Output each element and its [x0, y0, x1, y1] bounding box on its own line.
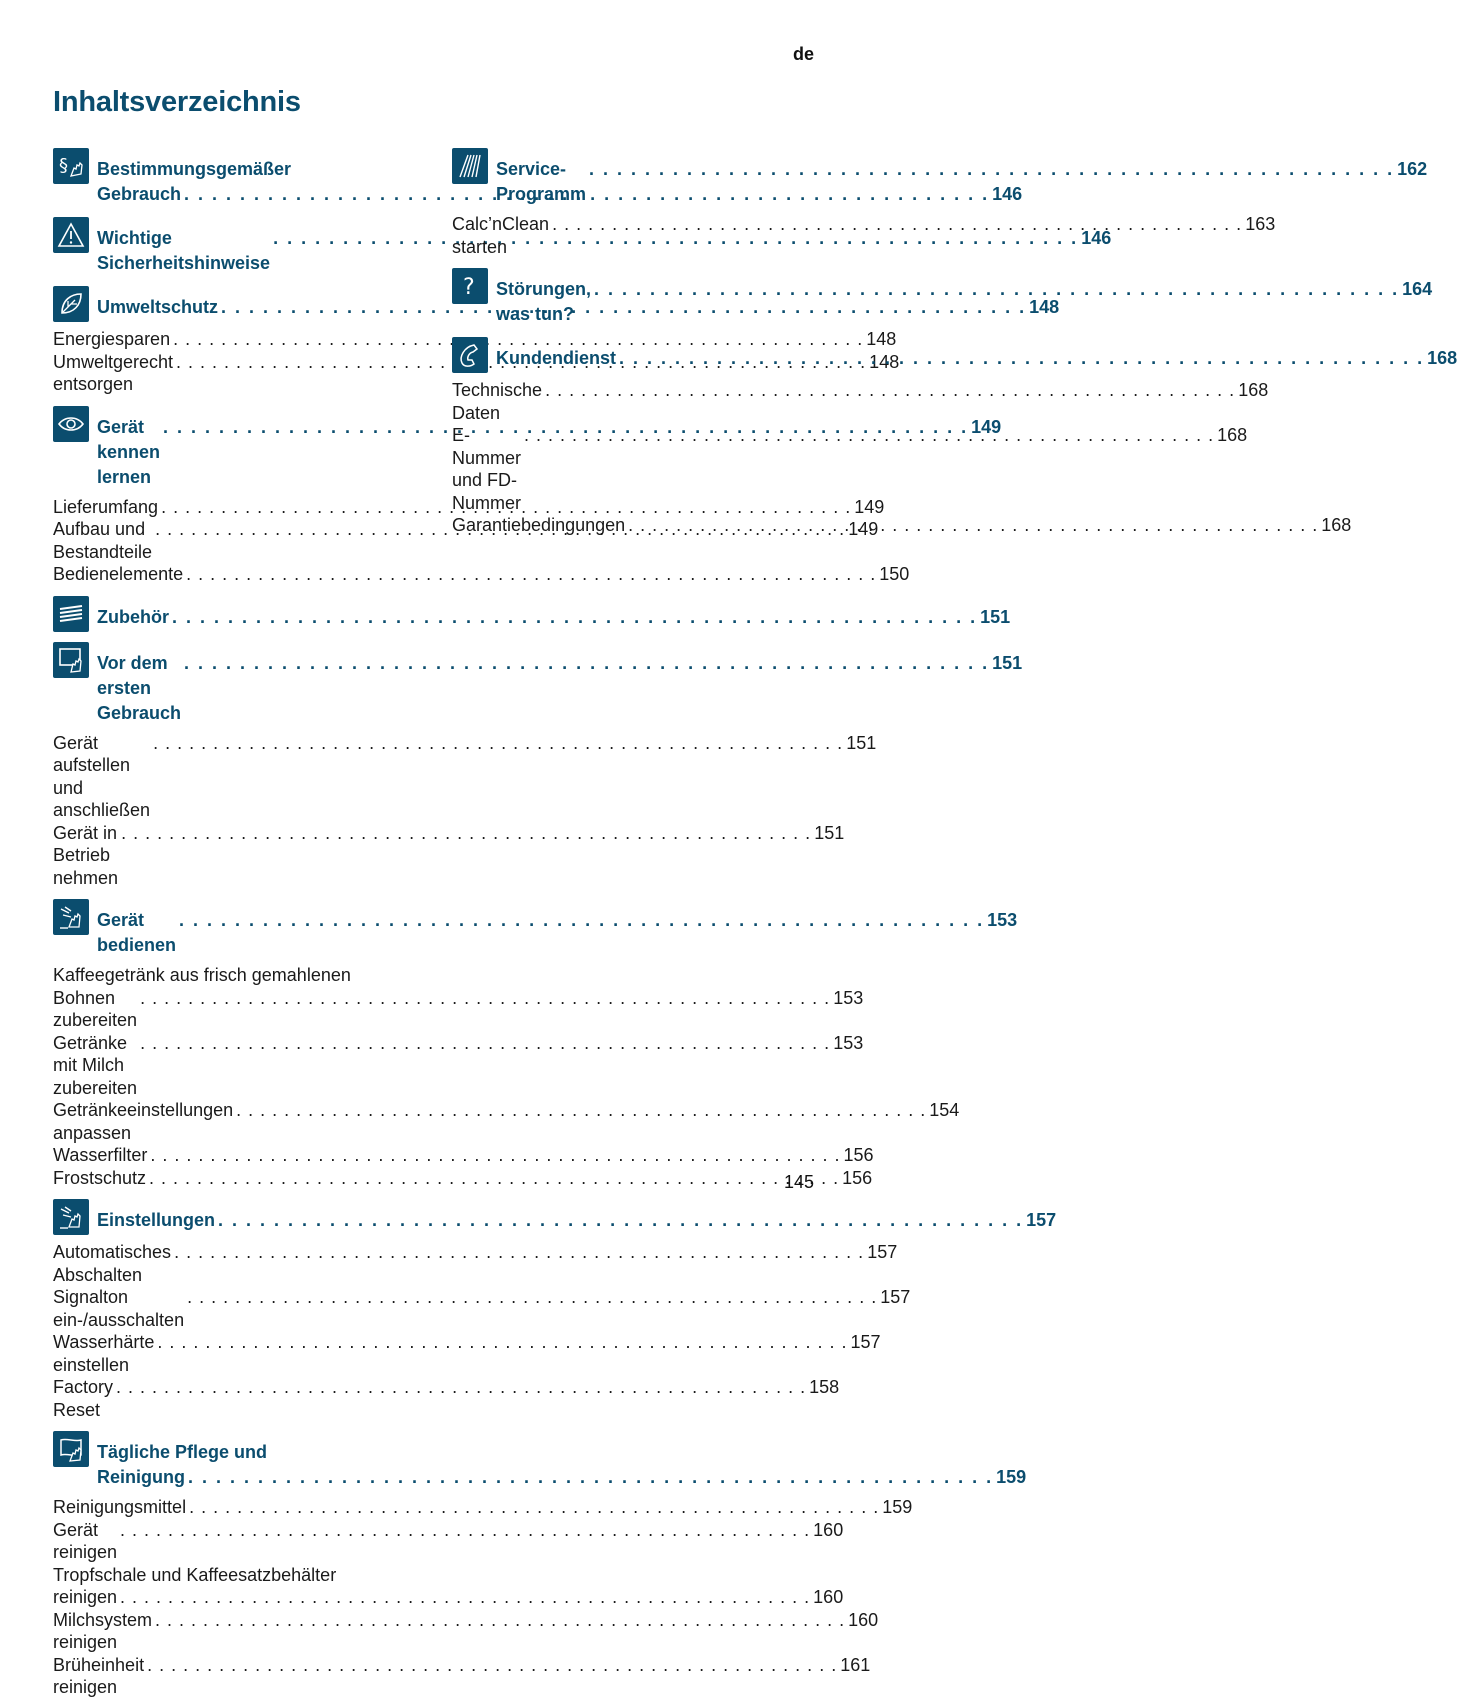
- dot-leader: [524, 424, 1214, 447]
- page-title: Inhaltsverzeichnis: [53, 86, 301, 118]
- toc-entry-page: 159: [882, 1497, 913, 1517]
- toc-section-title: Gerät bedienen: [97, 910, 177, 955]
- toc-entry-label: Energiesparen: [53, 329, 171, 349]
- dot-leader: [140, 1032, 830, 1055]
- toc-entry-label: Gerät aufstellen und anschließen: [53, 732, 151, 820]
- toc-section: [53, 640, 1023, 890]
- dot-leader: [188, 1465, 993, 1490]
- toc-entry[interactable]: [53, 1241, 898, 1286]
- toc-entry[interactable]: [53, 987, 864, 1032]
- toc-entry-label: Wasserhärte einstellen: [53, 1332, 155, 1375]
- toc-entry-label: Calc’nClean starten: [452, 214, 550, 257]
- toc-entry-page: 157: [880, 1287, 911, 1307]
- toc-entry-page: 150: [879, 564, 910, 584]
- toc-section-page: 146: [1081, 228, 1112, 248]
- language-code: de: [792, 44, 814, 64]
- toc-section-title: Wichtige Sicherheitshinweise: [97, 228, 271, 273]
- toc-section-title: Gerät kennen lernen: [97, 416, 161, 487]
- toc-entry[interactable]: [53, 1376, 840, 1421]
- toc-section-title: Reinigung: [97, 1467, 185, 1487]
- toc-section-title: Einstellungen: [97, 1210, 216, 1230]
- toc-section-page: 159: [996, 1467, 1027, 1487]
- toc-entry-page: 168: [1238, 380, 1269, 400]
- toc-entry-label: E-Nummer und FD-Nummer: [452, 425, 522, 513]
- toc-section-page: 151: [980, 606, 1011, 627]
- service-program-icon: [452, 148, 488, 184]
- toc-entry-page: 168: [1321, 515, 1352, 535]
- toc-entry-page: 157: [867, 1242, 898, 1262]
- dot-leader: [157, 1331, 847, 1354]
- toc-entry-page: 161: [840, 1654, 871, 1675]
- toc-section-heading[interactable]: [53, 594, 1011, 632]
- toc-entry-label: Getränke mit Milch zubereiten: [53, 1032, 138, 1098]
- toc-entry-label: Getränkeeinstellungen anpassen: [53, 1100, 234, 1143]
- toc-entry-page: 160: [813, 1519, 844, 1540]
- toc-entry[interactable]: [53, 732, 877, 822]
- toc-entry-label: Wasserfilter: [53, 1145, 148, 1165]
- toc-section-heading[interactable]: [53, 1197, 1057, 1235]
- dot-leader: [594, 277, 1399, 302]
- toc-entry-page: 163: [1245, 214, 1276, 234]
- toc-section-title: Kundendienst: [496, 348, 616, 368]
- dot-leader: [116, 1376, 806, 1399]
- toc-entry[interactable]: [53, 328, 897, 351]
- dot-leader: [153, 732, 843, 755]
- accessories-icon: [53, 596, 89, 632]
- dot-leader: [120, 1586, 810, 1609]
- dot-leader: [147, 1654, 837, 1677]
- toc-entry[interactable]: [53, 563, 910, 586]
- toc-section-title: Störungen, was tun?: [496, 279, 591, 324]
- toc-entry-label: Aufbau und Bestandteile: [53, 519, 153, 562]
- toc-entry-label: Automatisches Abschalten: [53, 1242, 172, 1285]
- toc-section-title: Gebrauch: [97, 184, 182, 204]
- toc-entry-label: Garantiebedingungen: [452, 515, 626, 535]
- toc-section-page: 162: [1397, 159, 1428, 179]
- toc-section-page: 148: [1029, 297, 1060, 317]
- toc-entry-page: 160: [848, 1609, 879, 1630]
- dot-leader: [189, 1496, 879, 1519]
- dot-leader: [120, 1519, 810, 1542]
- toc-section-page: 157: [1026, 1210, 1057, 1230]
- toc-section-title: Bestimmungsgemäßer: [97, 159, 292, 179]
- settings-hand-icon: [53, 1199, 89, 1235]
- toc-entry-label: Frostschutz: [53, 1167, 147, 1188]
- toc-section: [53, 1429, 1027, 1699]
- toc-entry-label: Umweltgerecht entsorgen: [53, 351, 174, 394]
- dot-leader: [155, 1609, 845, 1632]
- toc-entry-page: 153: [833, 987, 864, 1008]
- toc-entry-page: 156: [842, 1167, 873, 1188]
- toc-entry-page: 168: [1217, 425, 1248, 445]
- toc-entry-page: 151: [846, 732, 877, 753]
- toc-entry-label: Milchsystem reinigen: [53, 1609, 153, 1652]
- dot-leader: [218, 1208, 1023, 1233]
- toc-section-page: 164: [1402, 279, 1433, 299]
- dot-leader: [172, 605, 977, 630]
- toc-entry-page: 148: [866, 329, 897, 349]
- toc-section: [53, 1197, 1057, 1421]
- eye-icon: [53, 406, 89, 442]
- toc-section-heading[interactable]: [53, 897, 1018, 958]
- toc-entry-label: Reinigungsmittel: [53, 1497, 187, 1517]
- dot-leader: [149, 1167, 839, 1190]
- toc-section-title: Umweltschutz: [97, 297, 219, 317]
- toc-entry[interactable]: [53, 822, 845, 890]
- toc-entry[interactable]: [452, 379, 1269, 424]
- dot-leader: [619, 346, 1424, 371]
- toc-entry[interactable]: [53, 1654, 871, 1699]
- toc-entry-label: Lieferumfang: [53, 496, 159, 517]
- toc-entry-label: Technische Daten: [452, 380, 543, 423]
- dot-leader: [628, 514, 1318, 537]
- toc-entry[interactable]: [53, 1144, 874, 1167]
- toc-entry-label: Kaffeegetränk aus frisch gemahlenen: [53, 965, 351, 985]
- dot-leader: [552, 213, 1242, 236]
- operate-hand-icon: [53, 899, 89, 935]
- dot-leader: [589, 157, 1394, 182]
- dot-leader: [184, 651, 989, 676]
- toc-section-heading[interactable]: [53, 640, 1023, 726]
- toc-entry-label: Brüheinheit reinigen: [53, 1654, 145, 1697]
- toc-entry[interactable]: [53, 1331, 881, 1376]
- toc-section-title: Tägliche Pflege und: [97, 1442, 268, 1462]
- toc-entry-label: Gerät in Betrieb nehmen: [53, 822, 119, 888]
- toc-entry-page: 158: [809, 1377, 840, 1397]
- toc-entry-label: Factory Reset: [53, 1377, 114, 1420]
- toc-entry-label: Signalton ein-/ausschalten: [53, 1287, 185, 1330]
- toc-entry-page: 151: [814, 822, 845, 843]
- toc-entry-label: Tropfschale und Kaffeesatzbehälter: [53, 1564, 337, 1585]
- paragraph-hand-icon: [53, 148, 89, 184]
- toc-entry-label: Gerät reinigen: [53, 1519, 118, 1562]
- dot-leader: [150, 1144, 840, 1167]
- toc-section-title: Service-Programm: [496, 159, 587, 204]
- svg-text:§: §: [59, 155, 68, 176]
- toc-entry-label: reinigen: [53, 1587, 118, 1607]
- cleaning-hand-icon: [53, 1431, 89, 1467]
- toc-section: [53, 594, 1011, 632]
- dot-leader: [236, 1099, 926, 1122]
- toc-entry[interactable]: [53, 1099, 960, 1144]
- toc-entry-page: 149: [848, 519, 879, 539]
- dot-leader: [174, 1241, 864, 1264]
- toc-entry-page: 156: [843, 1145, 874, 1165]
- dot-leader: [121, 822, 811, 845]
- toc-section-page: 146: [992, 184, 1023, 204]
- warning-triangle-icon: [53, 217, 89, 253]
- dot-leader: [186, 563, 876, 586]
- toc-entry-page: 149: [854, 496, 885, 517]
- toc-section-page: 151: [992, 652, 1023, 673]
- toc-section-page: 153: [987, 910, 1018, 930]
- toc-entry[interactable]: [53, 1519, 844, 1564]
- dot-leader: [187, 1286, 877, 1309]
- toc-entry-page: 153: [833, 1032, 864, 1053]
- toc-entry-page: 154: [929, 1100, 960, 1120]
- toc-section-page: 149: [971, 416, 1002, 437]
- toc-entry-label: Bedienelemente: [53, 564, 184, 584]
- toc-entry[interactable]: [53, 1496, 913, 1519]
- svg-text:?: ?: [463, 275, 475, 300]
- toc-section-title: Zubehör: [97, 606, 169, 627]
- toc-entry[interactable]: [53, 1286, 911, 1331]
- toc-entry[interactable]: [53, 1609, 879, 1654]
- toc-section-heading[interactable]: [53, 1429, 1027, 1490]
- dot-leader: [545, 379, 1235, 402]
- toc-entry[interactable]: [53, 1586, 844, 1609]
- page-number: 145: [783, 1172, 814, 1192]
- toc-entry-page: 148: [869, 351, 900, 372]
- phone-icon: [452, 337, 488, 373]
- toc-section-title: Vor dem ersten Gebrauch: [97, 652, 182, 723]
- toc-entry[interactable]: [53, 1032, 864, 1100]
- dot-leader: [179, 908, 984, 933]
- toc-entry-label: Bohnen zubereiten: [53, 987, 138, 1030]
- toc-entry-page: 157: [850, 1332, 881, 1352]
- first-use-icon: [53, 642, 89, 678]
- question-icon: [452, 268, 488, 304]
- dot-leader: [140, 987, 830, 1010]
- toc-section-page: 168: [1427, 348, 1457, 368]
- toc-entry[interactable]: [53, 496, 885, 519]
- toc-entry-page: 160: [813, 1587, 844, 1607]
- leaf-icon: [53, 286, 89, 322]
